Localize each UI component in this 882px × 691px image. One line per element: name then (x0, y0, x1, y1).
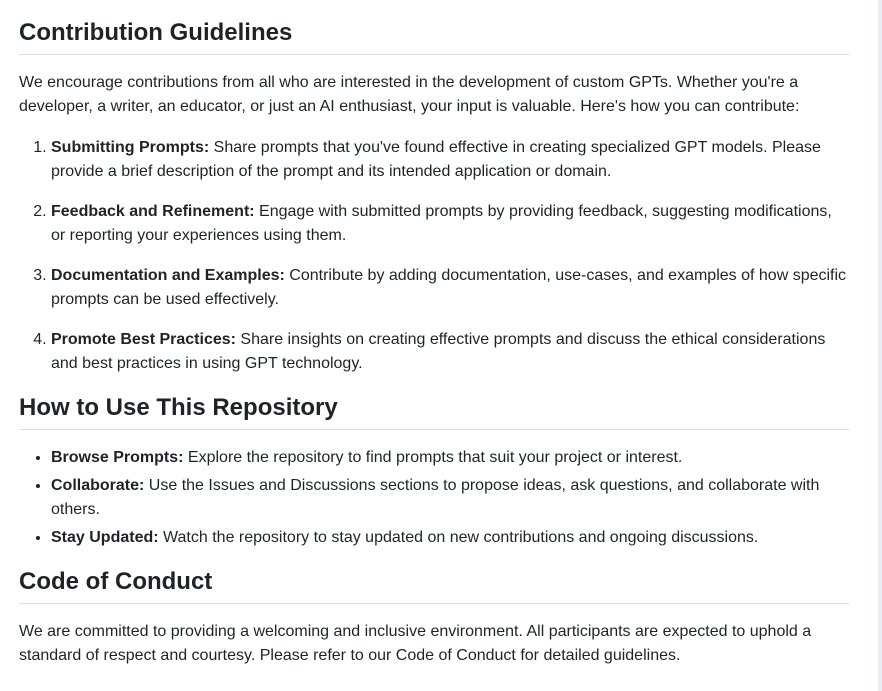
contribution-step-best-practices (51, 328, 849, 376)
contribution-step-text: Contribute by adding documentation, use-cases, and examples of how specific prompts can be used effectively. (51, 267, 847, 308)
usage-item-text: Use the Issues and Discussions sections to propose ideas, ask questions, and collaborate with others. (51, 477, 820, 518)
usage-item-label: Stay Updated: (51, 529, 159, 546)
usage-list (19, 446, 849, 550)
contribution-step-feedback (51, 200, 849, 248)
how-to-use-heading: How to Use This Repository (19, 393, 849, 430)
contribution-step-label: Documentation and Examples: (51, 267, 285, 284)
code-of-conduct-paragraph: We are committed to providing a welcoming and inclusive environment. All participants are expected to uphold a standard of respect and courtesy. Please refer to our Code of Conduct for detailed guidelines. (19, 623, 812, 664)
usage-item-label: Collaborate: (51, 477, 145, 494)
code-of-conduct-heading: Code of Conduct (19, 567, 849, 604)
contribution-step-submitting-prompts (51, 136, 849, 184)
usage-item-text: Watch the repository to stay updated on new contributions and ongoing discussions. (158, 529, 759, 546)
contribution-guidelines-heading: Contribution Guidelines (19, 18, 849, 55)
contribution-step-label: Submitting Prompts: (51, 139, 210, 156)
usage-item-label: Browse Prompts: (51, 449, 184, 466)
usage-item-collaborate (51, 474, 849, 522)
contribution-step-text: Share prompts that you've found effective in creating specialized GPT models. Please provide a brief description of the prompt and its intended application or domain. (51, 139, 821, 180)
contribution-steps-list (19, 136, 849, 376)
readme-content (19, 0, 849, 668)
contribution-intro-paragraph: We encourage contributions from all who are interested in the development of custom GPTs. Whether you're a developer, a writer, an educator, or just an AI enthusiast, your input is valuable. Here's how you can contribute: (19, 74, 800, 115)
usage-item-browse-prompts (51, 446, 849, 470)
contribution-step-documentation (51, 264, 849, 312)
contribution-step-text: Engage with submitted prompts by providing feedback, suggesting modifications, or reporting your experiences using them. (51, 203, 832, 244)
vertical-scrollbar[interactable] (878, 0, 882, 691)
contribution-step-label: Promote Best Practices: (51, 331, 236, 348)
usage-item-text: Explore the repository to find prompts that suit your project or interest. (183, 449, 683, 466)
contribution-step-text: Share insights on creating effective prompts and discuss the ethical considerations and best practices in using GPT technology. (51, 331, 826, 372)
usage-item-stay-updated (51, 526, 849, 550)
contribution-step-label: Feedback and Refinement: (51, 203, 255, 220)
